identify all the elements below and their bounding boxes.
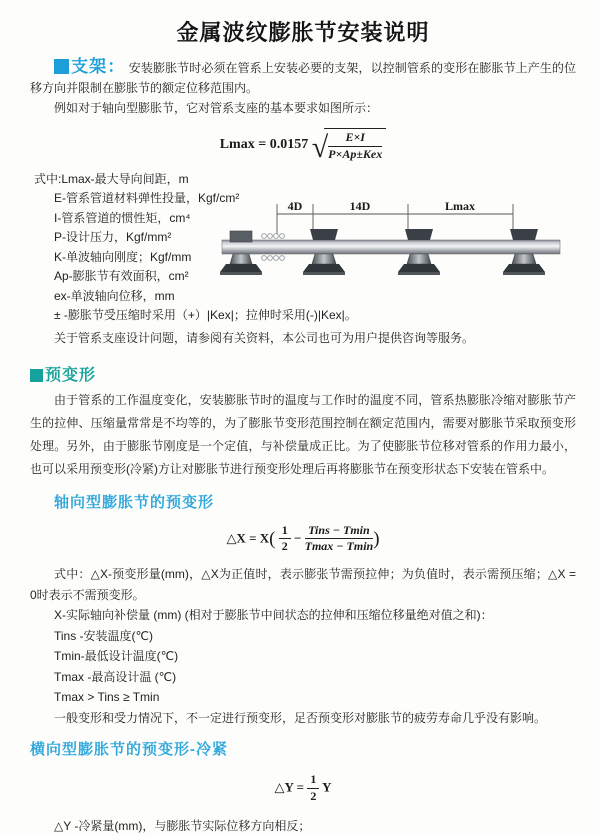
axial-formula: [30, 524, 576, 555]
definitions-and-diagram: [30, 170, 576, 326]
support-heading-label: 支架：: [71, 57, 126, 76]
support-intro-text: 安装膨胀节时必须在管系上安装必要的支架，以控制管系的变形在膨胀节上产生的位移方向并限制在膨胀节的额定位移范围内。: [30, 61, 576, 95]
lateral-subsection-heading: 横向型膨胀节的预变形-冷紧: [30, 741, 228, 759]
definition-line: P-设计压力，Kgf/mm²: [54, 230, 172, 245]
lateral-note: △Y -冷紧量(mm)，与膨胀节实际位移方向相反；: [54, 818, 311, 833]
half-numerator: 1: [307, 773, 319, 789]
axial-definition-line: Tins -安装温度(℃): [54, 628, 154, 643]
lmax-formula-lhs: Lmax = 0.0157: [219, 137, 309, 153]
one-half-fraction: [279, 524, 291, 555]
lmax-fraction: [328, 131, 382, 162]
half-numerator: 1: [279, 524, 291, 540]
minus-sign: −: [293, 529, 302, 545]
lateral-formula: [30, 773, 576, 804]
section-marker-icon: [54, 59, 69, 74]
axial-definition-line: 式中：△X-预变形量(mm)，△X为正值时，表示膨张节需预拉伸；为负值时，表示需预压缩；△X = 0时表示不需预变形。: [30, 567, 576, 602]
definition-line: Ap-膨胀节有效面积，cm²: [54, 269, 189, 284]
lateral-formula-lhs: △Y =: [274, 779, 305, 795]
pipe-support-diagram: [220, 196, 578, 296]
left-paren: (: [269, 527, 276, 549]
support-example-line: 例如对于轴向型膨胀节，它对管系支座的基本要求如图所示：: [54, 101, 379, 115]
axial-formula-lhs: △X = X: [226, 529, 270, 545]
temperature-fraction: [305, 524, 374, 555]
page-title: 金属波纹膨胀节安装说明: [176, 20, 430, 45]
dimension-label-lmax: Lmax: [445, 198, 475, 213]
axial-definition-line: 一般变形和受力情况下，不一定进行预变形，足否预变形对膨胀节的疲劳寿命几乎没有影响。: [54, 710, 547, 725]
predeform-heading-label: 预变形: [45, 366, 97, 384]
axial-definition-line: Tmin-最低设计温度(℃): [54, 649, 179, 664]
support-intro-paragraph: [30, 57, 576, 98]
definition-line: ± -膨胀节受压缩时采用（+）|Kex|；拉伸时采用(-)|Kex|。: [54, 308, 357, 323]
predeform-section-heading: [30, 362, 576, 385]
support-section-heading: [54, 57, 125, 76]
definition-line: I-管系管道的惯性矩，cm⁴: [54, 210, 191, 225]
support-note: 关于管系支座设计问题，请参阅有关资料，本公司也可为用户提供咨询等服务。: [54, 330, 475, 345]
lmax-formula: [30, 128, 576, 165]
definition-line: K-单波轴向刚度；Kgf/mm: [54, 249, 192, 264]
definition-line: 式中:Lmax-最大导向间距，m: [34, 171, 189, 186]
half-denominator: 2: [281, 539, 288, 554]
predeform-body-paragraph: 由于管系的工作温度变化，安装膨胀节时的温度与工作时的温度不同，管系热膨胀冷缩对膨胀节产生的拉伸、压缩量常常是不均等的，为了膨胀节变形范围控制在额定范围内，需要对膨胀节采取预变形处理。另外，由于膨胀节刚度是一个定值，与补偿量成正比。为了使膨胀节位移对管系的作用力最小，也可以采用预变形(冷紧)方让对膨胀节进行预变形处理后再将膨胀节在预变形状态下安装在管系中。: [30, 392, 576, 476]
definition-line: E-管系管道材料弹性投量，Kgf/cm²: [54, 191, 240, 206]
radicand: [324, 128, 386, 162]
dimension-label-14d: 14D: [349, 198, 371, 213]
radical-sign: √: [311, 131, 329, 165]
temp-denominator: Tmax − Tmin: [304, 539, 374, 554]
definition-line: ex-单波轴向位移，mm: [54, 288, 175, 303]
axial-subsection-heading: 轴向型膨胀节的预变形: [54, 493, 215, 511]
axial-definition-line: Tmax > Tins ≥ Tmin: [54, 690, 160, 705]
dimension-label-4d: 4D: [287, 198, 303, 213]
lateral-formula-rhs: Y: [322, 779, 332, 795]
lmax-fraction-numerator: E×I: [328, 131, 382, 147]
half-denominator: 2: [310, 788, 317, 803]
one-half-fraction: [307, 773, 319, 804]
section-marker-icon: [30, 369, 43, 382]
lmax-fraction-denominator: P×Ap±Kex: [328, 146, 383, 161]
right-paren: ): [373, 527, 380, 549]
temp-numerator: Tins − Tmin: [305, 524, 374, 540]
axial-definition-line: Tmax -最高设计温 (℃): [54, 669, 177, 684]
axial-definition-line: X-实际轴向补偿量 (mm) (相对于膨胀节中间状态的拉伸和压缩位移量绝对值之和)：: [54, 608, 493, 623]
pipe: [222, 240, 560, 254]
